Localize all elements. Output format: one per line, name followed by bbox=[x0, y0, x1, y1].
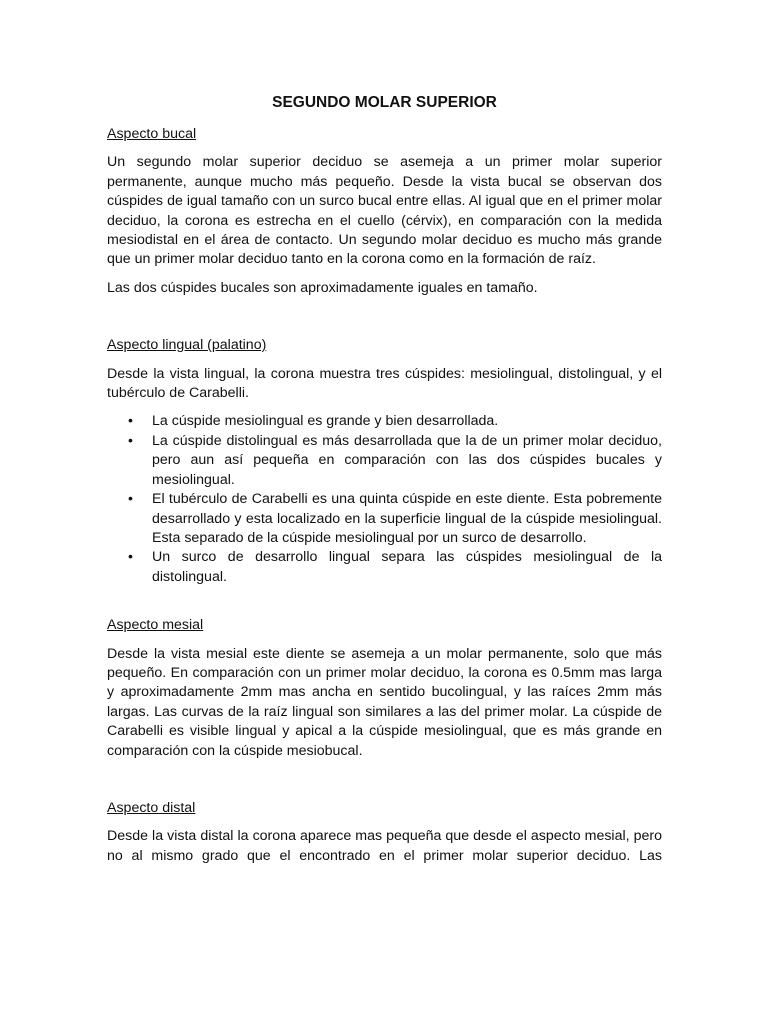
bullet-icon: • bbox=[128, 549, 133, 566]
paragraph-bucal-1: Un segundo molar superior deciduo se asemeja a un primer molar superior permanente, aunque mucho más pequeño. Desde la vista bucal se observan dos cúspides de igual tamaño con un surco bucal entre ellas. Al igual que en el primer molar deciduo, la corona es estrecha en el cuello (cérvix), en comparación con la medida mesiodistal en el área de contacto. Un segundo molar deciduo es mucho más grande que un primer molar deciduo tanto en la corona como en la formación de raíz. bbox=[107, 154, 662, 268]
bullet-list-lingual bbox=[107, 412, 662, 587]
bullet-item bbox=[107, 490, 662, 548]
bullet-icon: • bbox=[128, 491, 133, 508]
section-heading-lingual: Aspecto lingual (palatino) bbox=[107, 337, 267, 354]
bullet-item bbox=[107, 432, 662, 490]
section-spacer bbox=[107, 307, 662, 336]
paragraph-distal: Desde la vista distal la corona aparece mas pequeña que desde el aspecto mesial, pero no al mismo grado que el encontrado en el primer molar superior deciduo. Las bbox=[107, 828, 662, 864]
bullet-text: El tubérculo de Carabelli es una quinta cúspide en este diente. Esta pobremente desarrollado y esta localizado en la superficie lingual de la cúspide mesiolingual. Esta separado de la cúspide mesiolingual por un surco de desarrollo. bbox=[152, 491, 662, 546]
section-heading-mesial: Aspecto mesial bbox=[107, 617, 204, 634]
document-title: SEGUNDO MOLAR SUPERIOR bbox=[272, 94, 497, 111]
bullet-text: La cúspide distolingual es más desarrollada que la de un primer molar deciduo, pero aun así pequeña en comparación con las dos cúspides bucales y mesiolingual. bbox=[152, 432, 662, 488]
section-heading-bucal: Aspecto bucal bbox=[107, 126, 197, 142]
bullet-text: La cúspide mesiolingual es grande y bien desarrollada. bbox=[152, 413, 499, 430]
section-heading-distal: Aspecto distal bbox=[107, 799, 196, 816]
document-page bbox=[107, 93, 662, 875]
paragraph-bucal-2: Las dos cúspides bucales son aproximadamente iguales en tamaño. bbox=[107, 279, 538, 296]
bullet-text: Un surco de desarrollo lingual separa las cúspides mesiolingual de la distolingual. bbox=[152, 549, 662, 585]
section-spacer bbox=[107, 770, 662, 799]
bullet-item bbox=[107, 412, 662, 431]
section-spacer bbox=[107, 587, 662, 616]
bullet-icon: • bbox=[128, 413, 133, 430]
paragraph-mesial: Desde la vista mesial este diente se asemeja a un molar permanente, solo que más pequeño. En comparación con un primer molar deciduo, la corona es 0.5mm mas larga y aproximadamente 2mm mas ancha en sentido bucolingual, y las raíces 2mm más largas. Las curvas de la raíz lingual son similares a las del primer molar. La cúspide de Carabelli es visible lingual y apical a la cúspide mesiolingual, que es más grande en comparación con la cúspide mesiobucal. bbox=[107, 645, 662, 759]
paragraph-lingual-intro: Desde la vista lingual, la corona muestra tres cúspides: mesiolingual, distolingual, y el tubérculo de Carabelli. bbox=[107, 365, 662, 402]
bullet-item bbox=[107, 548, 662, 587]
bullet-icon: • bbox=[128, 432, 133, 449]
